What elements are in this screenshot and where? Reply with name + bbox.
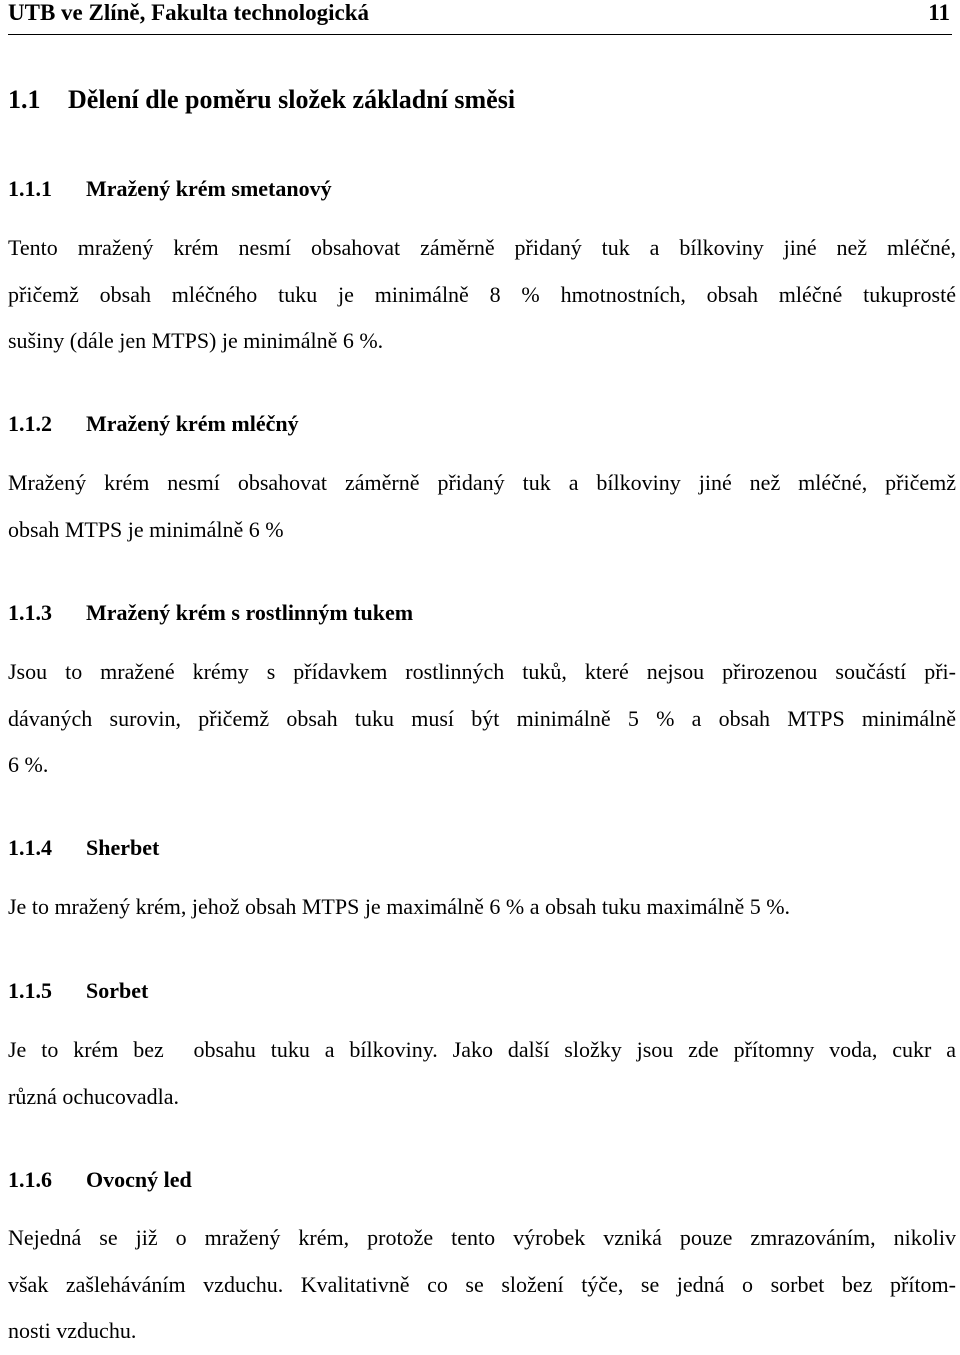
section-title: Mražený krém smetanový — [86, 176, 332, 201]
section-paragraph-ovocny-led — [8, 1215, 956, 1355]
paragraph-line: přičemž obsah mléčného tuku je minimálně 8 % hmotnostních, obsah mléčné tukuprosté — [8, 281, 956, 307]
page-number: 11 — [928, 0, 950, 25]
paragraph-line: Je to mražený krém, jehož obsah MTPS je maximálně 6 % a obsah tuku maximálně 5 %. — [8, 894, 791, 919]
section-number: 1.1.1 — [8, 176, 52, 201]
paragraph-line: různá ochucovadla. — [8, 1083, 180, 1109]
section-heading-ovocny-led — [8, 1167, 192, 1193]
section-paragraph-sorbet — [8, 1027, 956, 1120]
section-title: Mražený krém mléčný — [86, 411, 299, 436]
section-paragraph-smetanovy — [8, 225, 956, 365]
section-heading-smetanovy — [8, 176, 332, 202]
section-number: 1.1.3 — [8, 600, 52, 625]
section-number: 1.1.2 — [8, 411, 52, 436]
section-heading-sherbet — [8, 835, 159, 861]
paragraph-line: nosti vzduchu. — [8, 1318, 137, 1343]
paragraph-line: Tento mražený krém nesmí obsahovat záměrně přidaný tuk a bílkoviny jiné než mléčné, — [8, 235, 956, 260]
paragraph-line: Je to krém bez obsahu tuku a bílkoviny. Jako další složky jsou zde přítomny voda, cukr a — [8, 1037, 956, 1062]
section-title: Mražený krém s rostlinným tukem — [86, 600, 414, 625]
section-heading-mlecny — [8, 411, 299, 437]
paragraph-line: Jsou to mražené krémy s přídavkem rostlinných tuků, které nejsou přirozenou součástí při- — [8, 659, 956, 684]
section-paragraph-rostlinny-tuk — [8, 649, 956, 789]
paragraph-line: Mražený krém nesmí obsahovat záměrně přidaný tuk a bílkoviny jiné než mléčné, přičemž — [8, 470, 956, 495]
paragraph-line: sušiny (dále jen MTPS) je minimálně 6 %. — [8, 328, 384, 353]
section-paragraph-sherbet — [8, 884, 956, 931]
section-title: Ovocný led — [86, 1167, 192, 1192]
chapter-heading — [8, 85, 515, 115]
section-number: 1.1.5 — [8, 978, 52, 1003]
section-title: Sherbet — [86, 835, 160, 860]
paragraph-line: 6 %. — [8, 752, 49, 777]
section-number: 1.1.4 — [8, 835, 52, 860]
section-paragraph-mlecny — [8, 460, 956, 553]
section-title: Sorbet — [86, 978, 149, 1003]
paragraph-line: dávaných surovin, přičemž obsah tuku musí být minimálně 5 % a obsah MTPS minimálně — [8, 705, 956, 731]
paragraph-line: obsah MTPS je minimálně 6 % — [8, 516, 284, 542]
section-heading-sorbet — [8, 978, 148, 1004]
header-title: UTB ve Zlíně, Fakulta technologická — [8, 0, 369, 25]
section-heading-rostlinny-tuk — [8, 600, 413, 626]
page-header — [8, 0, 952, 35]
paragraph-line: Nejedná se již o mražený krém, protože tento výrobek vzniká pouze zmrazováním, nikoliv — [8, 1225, 956, 1250]
paragraph-line: však zašleháváním vzduchu. Kvalitativně co se složení týče, se jedná o sorbet bez přítom- — [8, 1271, 956, 1297]
chapter-title: Dělení dle poměru složek základní směsi — [68, 85, 516, 114]
chapter-number: 1.1 — [8, 85, 41, 114]
section-number: 1.1.6 — [8, 1167, 52, 1192]
